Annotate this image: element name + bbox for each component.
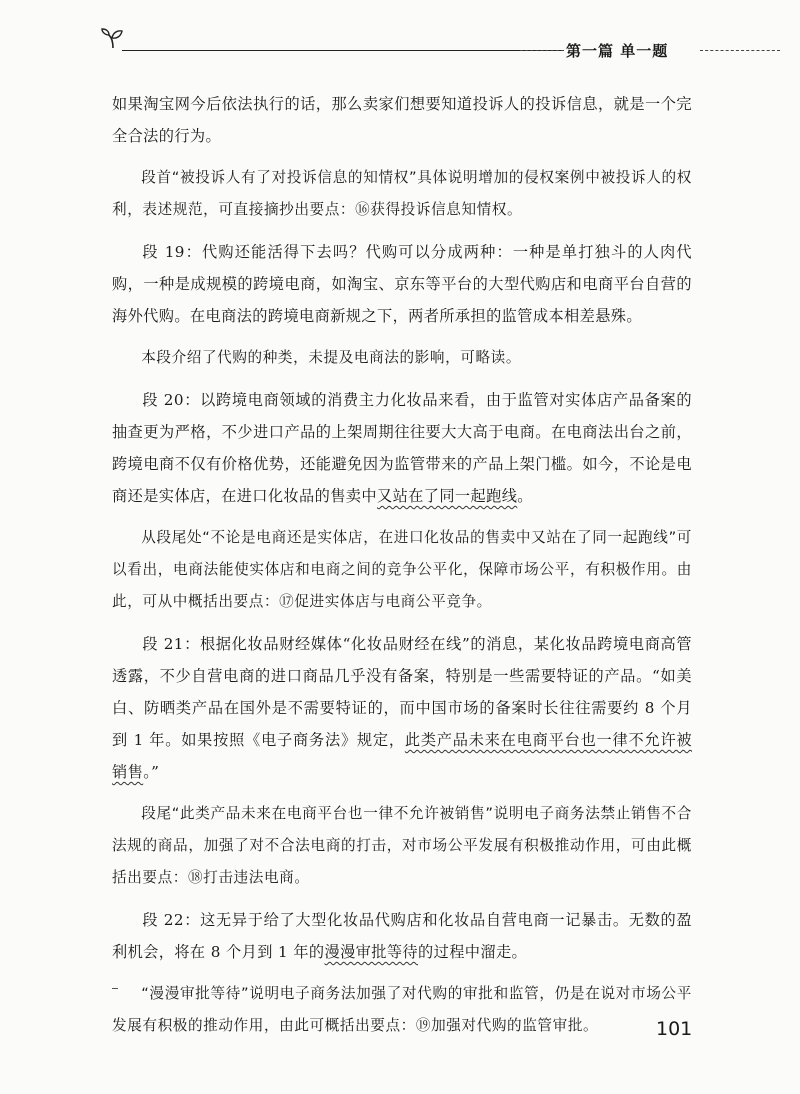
header-rule-dashed-right xyxy=(700,50,780,51)
analysis-note: “漫漫审批等待”说明电子商务法加强了对代购的审批和监管，仍是在说对市场公平发展有积极的推动作用，由此可概括出要点：⑲加强对代购的监管审批。 xyxy=(112,985,692,1034)
source-paragraph-20 xyxy=(112,384,692,512)
source-paragraph-22 xyxy=(112,904,692,968)
sprout-icon xyxy=(100,28,126,50)
section-title: 第一篇 单一题 xyxy=(566,42,669,60)
page-number: 101 xyxy=(656,1018,693,1040)
analysis-note: 从段尾处“不论是电商还是实体店，在进口化妆品的售卖中又站在了同一起跑线”可以看出，电商法能使实体店和电商之间的竞争公平化，保障市场公平，有积极作用。由此，可从中概括出要点：⑰促进实体店与电商公平竞争。 xyxy=(112,529,692,610)
wavy-underlined-phrase: 漫漫审批等待 xyxy=(324,943,419,961)
paragraph-text: 。” xyxy=(143,763,160,781)
analysis-note: 段尾“此类产品未来在电商平台也一律不允许被销售”说明电子商务法禁止销售不合法规的商品，加强了对不合法电商的打击，对市场公平发展有积极推动作用，可由此概括出要点：⑱打击违法电商。 xyxy=(112,805,692,886)
margin-mark xyxy=(112,988,118,989)
paragraph-text: 段 22：这无异于给了大型化妆品代购店和化妆品自营电商一记暴击。无数的盈利机会，将在 8 个月到 1 年的 xyxy=(112,911,692,961)
page-content xyxy=(112,88,692,1052)
source-paragraph-19: 段 19：代购还能活得下去吗？代购可以分成两种：一种是单打独斗的人肉代购，一种是成规模的跨境电商，如淘宝、京东等平台的大型代购店和电商平台自营的海外代购。在电商法的跨境电商新规之下，两者所承担的监管成本相差悬殊。 xyxy=(112,243,692,325)
paragraph-continuation: 如果淘宝网今后依法执行的话，那么卖家们想要知道投诉人的投诉信息，就是一个完全合法的行为。 xyxy=(112,95,692,145)
wavy-underlined-phrase: 此类产品未来在电商平台也一律不允许被销售 xyxy=(112,731,693,781)
analysis-note: 段首“被投诉人有了对投诉信息的知情权”具体说明增加的侵权案例中被投诉人的权利，表述规范，可直接摘抄出要点：⑯获得投诉信息知情权。 xyxy=(112,169,692,218)
source-paragraph-21 xyxy=(112,628,692,788)
header-rule-dashed-left xyxy=(520,50,564,51)
header-rule xyxy=(122,50,562,51)
wavy-underlined-phrase: 又站在了同一起跑线 xyxy=(377,487,518,505)
paragraph-text: 。 xyxy=(517,487,533,505)
paragraph-text: 的过程中溜走。 xyxy=(418,943,528,961)
page-header xyxy=(100,28,780,68)
paragraph-text: 段 21：根据化妆品财经媒体“化妆品财经在线”的消息，某化妆品跨境电商高管透露，不少自营电商的进口商品几乎没有备案，特别是一些需要特证的产品。“如美白、防晒类产品在国外是不需要特证的，而中国市场的备案时长往往需要约 8 个月到 1 年。如果按照《电子商务法》规定， xyxy=(112,635,692,749)
analysis-note: 本段介绍了代购的种类，未提及电商法的影响，可略读。 xyxy=(141,349,522,366)
paragraph-text: 段 20：以跨境电商领域的消费主力化妆品来看，由于监管对实体店产品备案的抽查更为严格，不少进口产品的上架周期往往要大大高于电商。在电商法出台之前，跨境电商不仅有价格优势，还能避免因为监管带来的产品上架门槛。如今，不论是电商还是实体店，在进口化妆品的售卖中 xyxy=(112,391,692,505)
